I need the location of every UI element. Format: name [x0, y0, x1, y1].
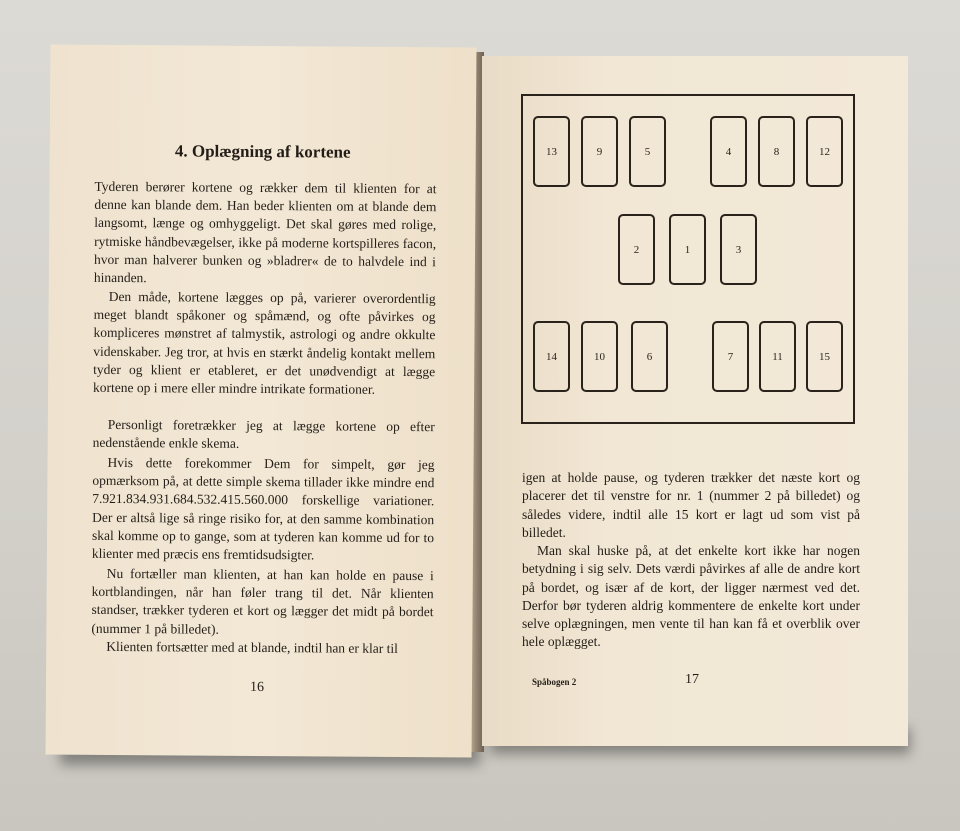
- card-slot: 6: [631, 321, 668, 392]
- card-slot: 11: [759, 321, 796, 392]
- right-page: [482, 56, 908, 746]
- card-slot: 7: [712, 321, 749, 392]
- page-number-left: 16: [249, 679, 265, 696]
- card-slot: 4: [710, 116, 747, 187]
- card-slot: 13: [533, 116, 570, 187]
- card-slot: 12: [806, 116, 843, 187]
- card-layout-diagram: [521, 94, 855, 424]
- paragraph-continued: igen at holde pause, og tyderen trækker det næste kort og placerer det til venstre for nr. 1 (nummer 2 på billedet) og således videre, indtil alle 15 kort er lagt ud som vist på billedet.: [522, 470, 860, 540]
- paragraph-7: Man skal huske på, at det enkelte kort ikke har nogen betydning i sig selv. Dets værdi påvirkes af alle de andre kort på bordet, og især af de kort, der ligger nærmest ved det. Derfor bør tyderen aldrig kommentere de enkelte kort under selve oplægningen, men vente til han kan få et overblik over hele oplægget.: [522, 543, 860, 650]
- page-number-right: 17: [685, 672, 699, 687]
- signature-mark: Spåbogen 2: [532, 677, 577, 687]
- left-page: [46, 45, 477, 758]
- card-slot: 5: [629, 116, 666, 187]
- card-slot: 9: [581, 116, 618, 187]
- card-slot: 14: [533, 321, 570, 392]
- paragraph-2: Den måde, kortene lægges op på, varierer overordentlig meget blandt spåkoner og spåmænd, og ofte påvirkes og kompliceres mønstret af talmystik, astrologi og andre okkulte videnskaber. Jeg tror, at hvis en stærkt åndelig kontakt mellem tyder og klient er etableret, er det unødvendigt at lægge kortene op i mere eller mindre intrikate formationer.: [93, 288, 436, 397]
- paragraph-3: Personligt foretrækker jeg at lægge kortene op efter nedenstående enkle skema.: [92, 416, 435, 452]
- paragraph-1: Tyderen berører kortene og rækker dem til klienten for at denne kan blande dem. Han beder klienten om at blande dem langsomt, længe og omhyggeligt. Det skal gøres med rolige, rytmiske håndbevægelser, ikke på moderne kortspilleres facon, hvor man halverer bunken og »bladrer« de to halvdele ind i hinanden.: [93, 178, 437, 286]
- card-slot: 15: [806, 321, 843, 392]
- card-slot: 8: [758, 116, 795, 187]
- card-slot: 1: [669, 214, 706, 285]
- chapter-heading: 4. Oplægning af kortene: [174, 141, 351, 162]
- paragraph-6: Klienten fortsætter med at blande, indtil han er klar til: [106, 638, 398, 656]
- card-slot: 2: [618, 214, 655, 285]
- paragraph-4: Hvis dette forekommer Dem for simpelt, gør jeg opmærksom på, at dette simple skema tillader ikke mindre end 7.921.834.931.684.532.415.560.000 forskellige variationer. Der er altså lige så ringe risiko for, at den samme kombination skal komme op to gange, som at tyderen kan komme ud for to klienter med præcis ens fremtidsudsigter.: [91, 454, 435, 563]
- paragraph-5: Nu fortæller man klienten, at han kan holde en pause i kortblandingen, når han føler trang til det. Når klienten standser, trækker tyderen et kort og lægger det midt på bordet (nummer 1 på billedet).: [91, 565, 434, 637]
- card-slot: 10: [581, 321, 618, 392]
- card-slot: 3: [720, 214, 757, 285]
